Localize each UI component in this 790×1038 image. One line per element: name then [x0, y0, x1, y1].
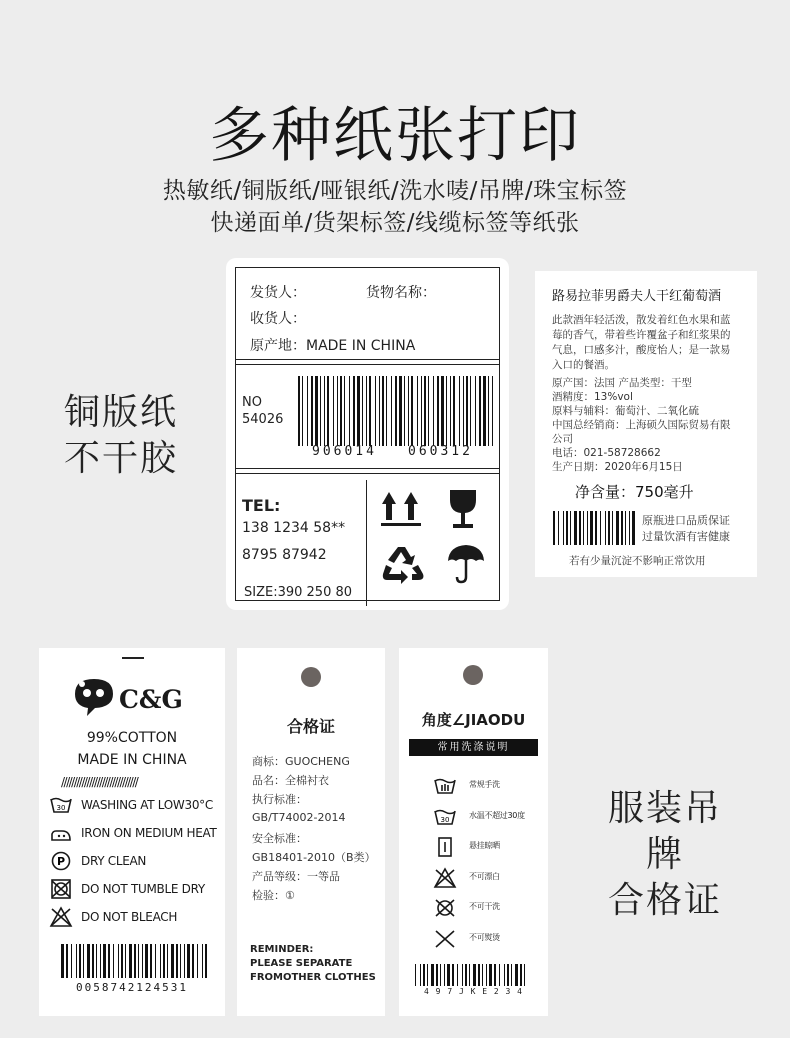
wine-detail-line: 中国总经销商：上海硕久国际贸易有限 [552, 419, 731, 431]
barcode-bar [197, 944, 198, 978]
barcode-bar [625, 511, 626, 545]
barcode-number: 4 9 7 J K E 2 3 4 [424, 987, 523, 996]
right-label-line-1: 服装吊牌 [607, 788, 722, 875]
wash-30-icon [49, 794, 73, 816]
barcode-bar [404, 376, 405, 446]
barcode-bar [616, 511, 619, 545]
tel-number-1: 138 1234 58** [242, 520, 346, 536]
barcode-bar [553, 511, 555, 545]
wine-note-2: 过量饮酒有害健康 [642, 530, 730, 543]
no-bleach-icon [433, 867, 457, 889]
barcode-bar [163, 944, 165, 978]
cert-detail-line: GB18401-2010（B类） [252, 851, 376, 864]
barcode-bar [103, 944, 106, 978]
cert-detail-line: 安全标准： [252, 831, 307, 845]
brand-name: 角度∠JIAODU [421, 711, 526, 729]
barcode-bar [621, 511, 623, 545]
keep-dry-umbrella-icon [446, 543, 486, 585]
barcode-bar [459, 376, 460, 446]
barcode-bar [436, 964, 438, 986]
recycle-icon [381, 543, 425, 585]
barcode-bar [587, 511, 588, 545]
barcode-bar [171, 944, 174, 978]
no-bleach-icon [49, 906, 73, 928]
barcode-bar [61, 944, 64, 978]
barcode-bar [382, 376, 384, 446]
barcode-bar [96, 944, 97, 978]
barcode-bar [417, 376, 418, 446]
barcode [298, 376, 494, 446]
barcode-bar [79, 944, 81, 978]
left-label [64, 390, 178, 482]
cg-care-tag [39, 648, 225, 1016]
barcode-bar [337, 376, 338, 446]
barcode-bar [160, 944, 161, 978]
divider [366, 480, 367, 606]
barcode-bar [492, 376, 493, 446]
barcode-bar [447, 964, 450, 986]
barcode-bar [466, 376, 468, 446]
fragile-glass-icon [446, 488, 482, 532]
barcode-bar [515, 964, 518, 986]
barcode-bar [421, 376, 422, 446]
barcode-bar [482, 964, 483, 986]
barcode-bar [427, 964, 428, 986]
barcode-bar [357, 376, 360, 446]
barcode-bar [76, 944, 77, 978]
barcode-bar [524, 964, 525, 986]
barcode-bar [441, 376, 444, 446]
right-label [590, 786, 740, 924]
barcode-bar [483, 376, 486, 446]
page-title: 多种纸张打印 [209, 101, 581, 171]
cert-detail-line: 产品等级：一等品 [252, 870, 340, 884]
wine-description-line: 气息，口感多汁，酸度怡人；是一款易 [552, 344, 731, 356]
barcode-bar [184, 944, 185, 978]
care-instruction-text: 不可漂白 [469, 871, 500, 881]
svg-text:30: 30 [56, 804, 66, 812]
line-dry-icon [433, 836, 457, 858]
brand-name: C&G [119, 685, 183, 714]
barcode-bar [558, 511, 559, 545]
barcode-bar [473, 964, 476, 986]
care-instruction-text: 悬挂晾晒 [469, 841, 500, 850]
barcode-bar [118, 944, 119, 978]
barcode-bar [507, 964, 509, 986]
barcode-bar [446, 376, 447, 446]
right-label-line-2: 合格证 [607, 880, 722, 921]
wine-detail-line: 生产日期：2020年6月15日 [552, 461, 683, 473]
barcode-bar [138, 944, 139, 978]
cert-detail-line: 检验：① [252, 889, 295, 903]
barcode-bar [92, 944, 94, 978]
care-instruction-text: IRON ON MEDIUM HEAT [81, 826, 217, 840]
svg-text:P: P [56, 855, 66, 868]
barcode-bar [574, 511, 577, 545]
barcode-bar [453, 376, 455, 446]
barcode-bar [349, 376, 350, 446]
cert-reminder-line: REMINDER: [250, 944, 314, 955]
wine-title: 路易拉菲男爵夫人干红葡萄酒 [552, 289, 722, 304]
tel-label: TEL: [242, 496, 281, 515]
barcode-bar [590, 511, 593, 545]
shipping-label-card [226, 258, 509, 610]
barcode-bar [566, 511, 568, 545]
barcode-bar [155, 944, 156, 978]
barcode-number: 0058742124531 [75, 981, 189, 994]
tag-hole [463, 665, 483, 685]
barcode-bar [408, 376, 409, 446]
barcode-bar [379, 376, 380, 446]
wine-description-line: 莓的香气，带着些许覆盆子和红浆果的 [552, 329, 731, 341]
barcode-bar [324, 376, 325, 446]
barcode-bar [320, 376, 321, 446]
barcode-bar [563, 511, 564, 545]
no-tumble-dry-icon [49, 878, 73, 900]
barcode-bar [570, 511, 571, 545]
divider [236, 468, 499, 469]
barcode-bar [486, 964, 487, 986]
barcode-bar [494, 964, 496, 986]
barcode-bar [307, 376, 308, 446]
barcode-bar [579, 511, 581, 545]
barcode-bar [362, 376, 363, 446]
made-in: MADE IN CHINA [77, 752, 187, 768]
barcode-bar [428, 376, 429, 446]
wine-description-line: 入口的餐酒。 [552, 359, 615, 371]
sender-field: 发货人： [250, 285, 306, 301]
barcode-bar [424, 376, 426, 446]
barcode-bar [489, 964, 492, 986]
brand-logo-icon [73, 677, 115, 717]
barcode-bar [632, 511, 635, 545]
cert-detail-line: 品名：全棉衬衣 [252, 774, 329, 788]
wine-detail-line: 电话：021-58728662 [552, 447, 661, 459]
goods-name-field: 货物名称： [366, 285, 436, 301]
shipping-label-frame [235, 267, 500, 601]
barcode-bar [595, 511, 597, 545]
barcode-bar [134, 944, 136, 978]
divider [236, 359, 499, 360]
barcode-bar [608, 511, 610, 545]
barcode-bar [499, 964, 500, 986]
wine-label-card [535, 271, 757, 577]
no-dry-clean-icon [433, 897, 457, 919]
barcode-bar [431, 964, 434, 986]
barcode-bar [470, 376, 471, 446]
no-iron-icon [433, 928, 457, 950]
care-instruction-text: 常规手洗 [469, 780, 500, 789]
fabric-content: 99%COTTON [86, 730, 178, 746]
barcode-bar [302, 376, 303, 446]
tag-hole [301, 667, 321, 687]
barcode-bar [399, 376, 402, 446]
no-value: 54026 [242, 412, 284, 427]
care-instruction-text: DO NOT BLEACH [81, 910, 178, 924]
wine-detail-line: 酒精度：13%vol [552, 391, 633, 403]
cert-reminder-line: FROMOTHER CLOTHES [250, 972, 376, 983]
cert-reminder-line: PLEASE SEPARATE [250, 958, 353, 969]
care-instruction-text: 水温不超过30度 [469, 810, 525, 820]
barcode-bar [469, 964, 470, 986]
barcode-bar [100, 944, 101, 978]
barcode-bar [437, 376, 439, 446]
certificate-tag [237, 648, 385, 1016]
wine-detail-line: 公司 [552, 433, 573, 445]
barcode-bar [192, 944, 194, 978]
wine-description-line: 此款酒年轻活泼，散发着红色水果和蓝 [552, 314, 731, 326]
barcode-bar [600, 511, 601, 545]
barcode-bar [353, 376, 355, 446]
barcode-bar [386, 376, 387, 446]
barcode-bar [475, 376, 476, 446]
barcode-bar [125, 944, 126, 978]
care-instruction-text: DO NOT TUMBLE DRY [81, 882, 205, 896]
jiaodu-care-tag [399, 648, 548, 1016]
wine-note-1: 原瓶进口品质保证 [642, 514, 730, 527]
barcode-bar [113, 944, 114, 978]
left-label-line-1: 铜版纸 [64, 392, 179, 433]
hand-wash-icon [433, 775, 457, 797]
barcode-bar [465, 964, 467, 986]
barcode-bar [315, 376, 318, 446]
barcode-bar [457, 964, 458, 986]
barcode-bar [478, 964, 480, 986]
barcode [61, 944, 207, 978]
this-way-up-icon [381, 490, 427, 530]
barcode-bar [180, 944, 181, 978]
cert-detail-line: 执行标准： [252, 793, 307, 807]
barcode-bar [66, 944, 68, 978]
care-instruction-text: WASHING AT LOW30°C [81, 798, 213, 812]
barcode-bar [108, 944, 110, 978]
barcode-bar [444, 964, 445, 986]
barcode-bar [298, 376, 300, 446]
barcode-bar [129, 944, 132, 978]
wine-detail-line: 原产国：法国 产品类型：干型 [552, 377, 692, 389]
cert-detail-line: GB/T74002-2014 [252, 810, 346, 824]
barcode-bar [605, 511, 606, 545]
barcode-bar [463, 376, 464, 446]
barcode-bar [411, 376, 413, 446]
slash-divider: ////////////////////////////// [61, 775, 138, 789]
barcode-bar [395, 376, 397, 446]
barcode-bar [340, 376, 342, 446]
divider [236, 473, 499, 474]
care-instruction-text: DRY CLEAN [81, 854, 147, 868]
barcode-bar [121, 944, 123, 978]
barcode-bar [488, 376, 489, 446]
barcode-bar [145, 944, 148, 978]
tel-number-2: 8795 87942 [242, 547, 327, 563]
barcode [553, 511, 637, 545]
barcode-bar [87, 944, 90, 978]
barcode-bar [311, 376, 313, 446]
barcode-bar [369, 376, 371, 446]
barcode-bar [583, 511, 584, 545]
barcode-bar [504, 964, 505, 986]
size-field: SIZE:390 250 80 [244, 585, 353, 600]
barcode-bar [511, 964, 512, 986]
barcode-bar [83, 944, 84, 978]
barcode-bar [479, 376, 481, 446]
barcode-bar [333, 376, 334, 446]
cert-detail-line: 商标：GUOCHENG [252, 755, 350, 768]
barcode-bar [423, 964, 425, 986]
subtitle-line-1: 热敏纸/铜版纸/哑银纸/洗水唛/吊牌/珠宝标签 [162, 178, 628, 204]
wash-30-icon [433, 806, 457, 828]
divider [236, 364, 499, 365]
iron-medium-icon [49, 822, 73, 844]
barcode-bar [450, 376, 451, 446]
barcode-bar [612, 511, 613, 545]
barcode [415, 964, 527, 986]
barcode-bar [440, 964, 441, 986]
left-label-line-2: 不干胶 [64, 438, 179, 479]
subtitle-line-2: 快递面单/货架标签/线缆标签等纸张 [210, 210, 580, 236]
no-label: NO [242, 395, 262, 410]
barcode-number-left: 906014 [312, 444, 377, 459]
barcode-bar [202, 944, 203, 978]
barcode-bar [71, 944, 72, 978]
barcode-bar [205, 944, 207, 978]
barcode-bar [344, 376, 345, 446]
barcode-bar [462, 964, 463, 986]
care-banner: 常用洗涤说明 [409, 739, 538, 756]
barcode-bar [420, 964, 421, 986]
hanger-mark [122, 657, 144, 659]
barcode-number-right: 060312 [408, 444, 473, 459]
wine-volume: 净含量：750毫升 [575, 483, 694, 501]
barcode-bar [391, 376, 392, 446]
care-instruction-text: 不可熨烫 [469, 932, 500, 942]
svg-text:30: 30 [440, 815, 450, 824]
care-instruction-text: 不可干洗 [469, 902, 500, 911]
barcode-bar [187, 944, 190, 978]
barcode-bar [150, 944, 152, 978]
barcode-bar [176, 944, 178, 978]
wine-detail-line: 原料与辅料：葡萄汁、二氧化硫 [552, 405, 699, 417]
barcode-bar [142, 944, 143, 978]
wine-footer: 若有少量沉淀不影响正常饮用 [569, 555, 706, 567]
origin-field: 原产地：MADE IN CHINA [250, 338, 416, 354]
barcode-bar [167, 944, 168, 978]
barcode-bar [629, 511, 630, 545]
barcode-bar [327, 376, 329, 446]
barcode-bar [415, 964, 416, 986]
barcode-bar [520, 964, 522, 986]
barcode-bar [366, 376, 367, 446]
receiver-field: 收货人： [250, 311, 306, 327]
cert-title: 合格证 [286, 717, 335, 736]
barcode-bar [452, 964, 454, 986]
barcode-bar [375, 376, 376, 446]
dry-clean-icon [49, 850, 73, 872]
barcode-bar [433, 376, 434, 446]
